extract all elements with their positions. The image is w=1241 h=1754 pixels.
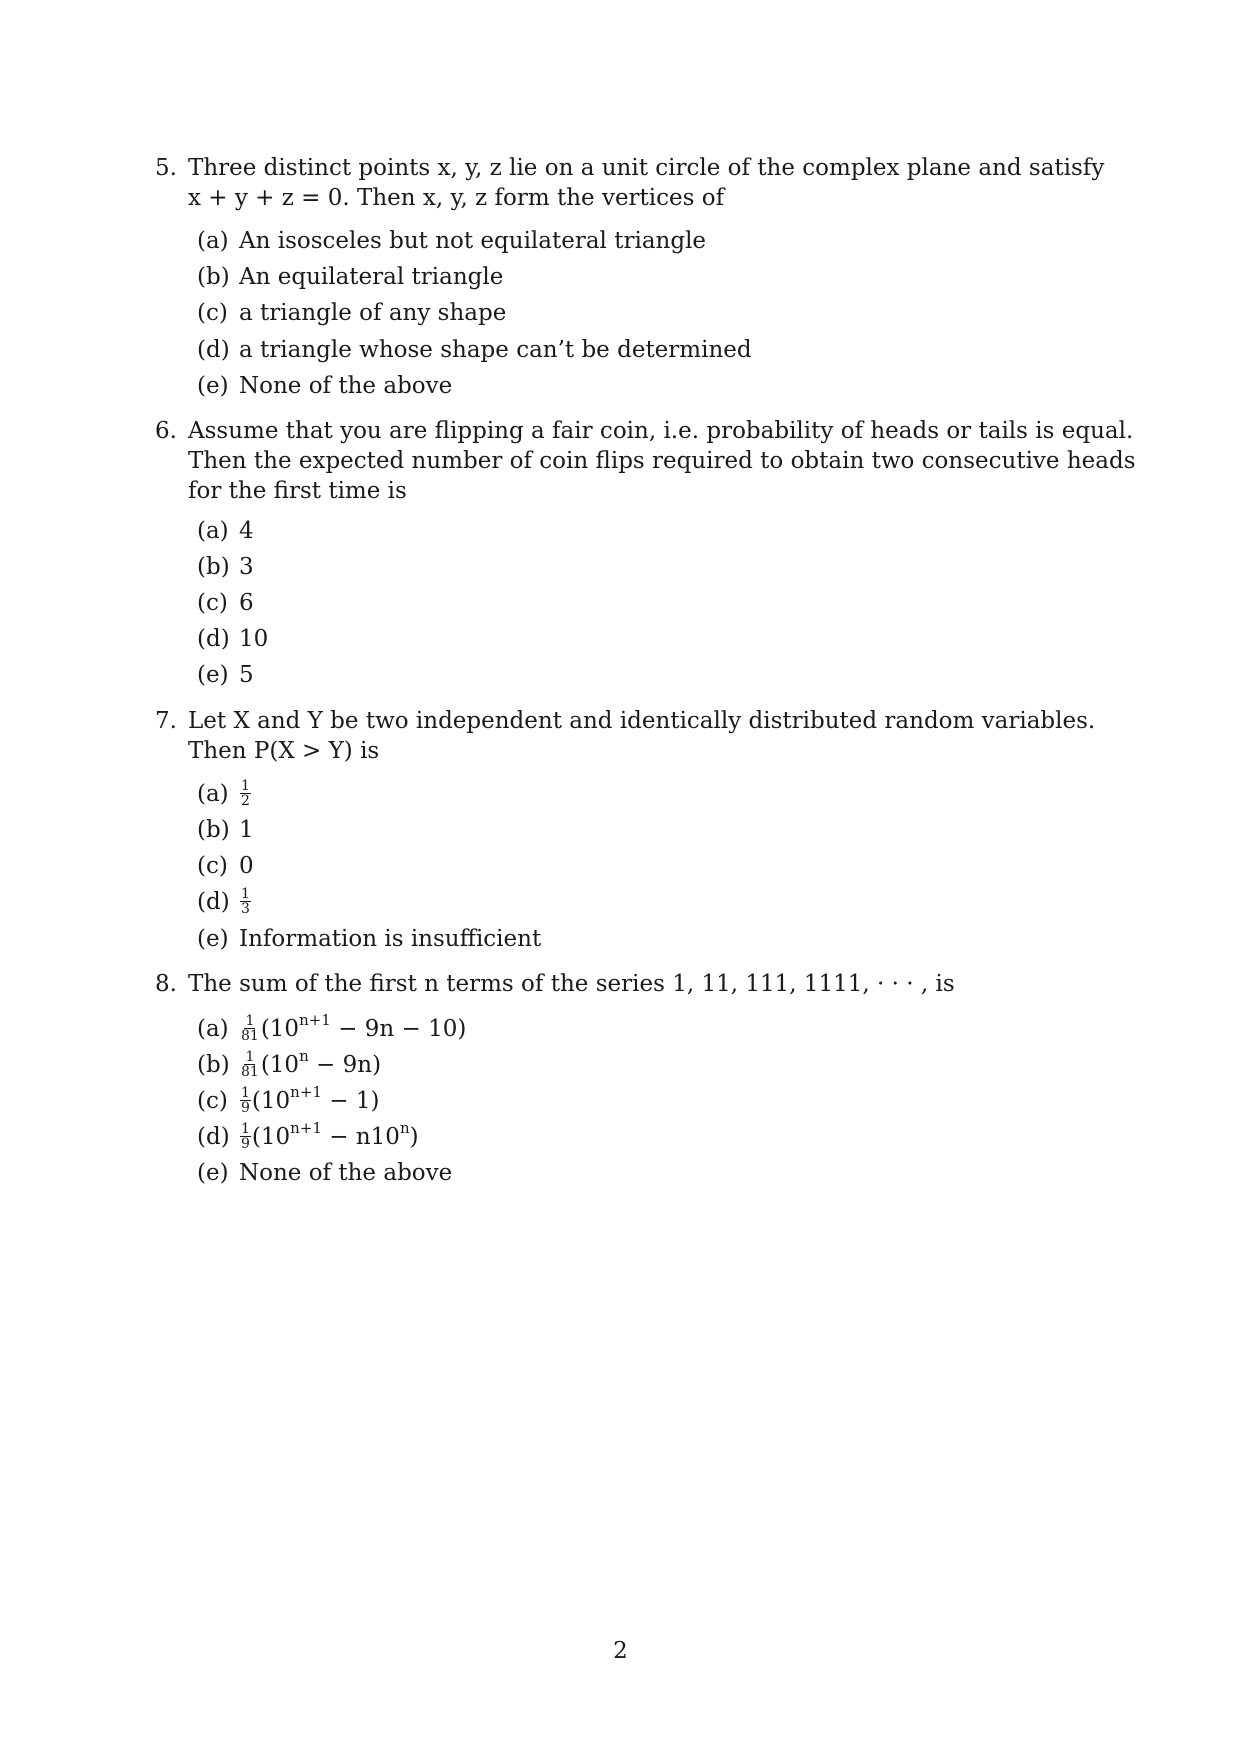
option-a: (a) 4: [197, 518, 254, 544]
question-8: [155, 969, 1035, 1186]
fraction: $\frac{1}{9}$: [241, 1084, 250, 1116]
question-number: 5.: [155, 155, 177, 181]
option-d: (d) 10: [197, 626, 269, 652]
question-5: [155, 153, 1105, 399]
option-c: (c) $\frac{1}{9}$ $(10^{n+1} - 1)$: [197, 1083, 380, 1116]
question-text-line: The sum of the first n terms of the series 1, 11, 111, 1111, · · · , is: [188, 971, 955, 997]
question-text-line: Assume that you are flipping a fair coin, i.e. probability of heads or tails is equal.: [188, 418, 1134, 444]
option-a: (a) $\frac{1}{81}$ $(10^{n+1} - 9n - 10)$: [197, 1011, 467, 1044]
fraction: $\frac{1}{2}$: [241, 777, 250, 809]
question-text-line: x + y + z = 0. Then x, y, z form the vertices of: [188, 185, 725, 211]
question-number: 7.: [155, 708, 177, 734]
option-e: (e) None of the above: [197, 373, 453, 399]
fraction: $\frac{1}{81}$: [241, 1048, 259, 1080]
page-number: 2: [613, 1638, 628, 1664]
option-c: (c) 0: [197, 853, 254, 879]
question-number: 8.: [155, 971, 177, 997]
option-d: (d) a triangle whose shape can’t be determined: [197, 337, 752, 363]
question-text-line: Then P(X > Y) is: [188, 738, 380, 764]
option-c: (c) a triangle of any shape: [197, 300, 507, 326]
question-text-line: Let X and Y be two independent and identically distributed random variables.: [188, 708, 1096, 734]
option-a: (a) An isosceles but not equilateral triangle: [197, 228, 707, 254]
question-text-line: Then the expected number of coin flips required to obtain two consecutive heads: [188, 448, 1136, 474]
fraction: $\frac{1}{81}$: [241, 1012, 259, 1044]
option-e: (e) Information is insufficient: [197, 926, 542, 952]
question-text-line: for the first time is: [188, 478, 407, 504]
question-6: [155, 416, 1136, 688]
fraction: $\frac{1}{9}$: [241, 1120, 250, 1152]
fraction: $\frac{1}{3}$: [241, 885, 250, 917]
question-number: 6.: [155, 418, 177, 444]
option-b: (b) An equilateral triangle: [197, 264, 504, 290]
option-d: (d) $\frac{1}{9}$ $(10^{n+1} - n10^n)$: [197, 1119, 419, 1152]
question-7: [155, 706, 1096, 952]
option-b: (b) $\frac{1}{81}$ $(10^n - 9n)$: [197, 1047, 382, 1080]
option-c: (c) 6: [197, 590, 254, 616]
option-a: (a) $\frac{1}{2}$: [197, 777, 250, 809]
option-b: (b) 3: [197, 554, 254, 580]
option-e: (e) 5: [197, 662, 254, 688]
option-b: (b) 1: [197, 817, 254, 843]
option-e: (e) None of the above: [197, 1160, 453, 1186]
question-text-line: Three distinct points x, y, z lie on a unit circle of the complex plane and satisfy: [188, 155, 1105, 181]
option-d: (d) $\frac{1}{3}$: [197, 885, 250, 917]
